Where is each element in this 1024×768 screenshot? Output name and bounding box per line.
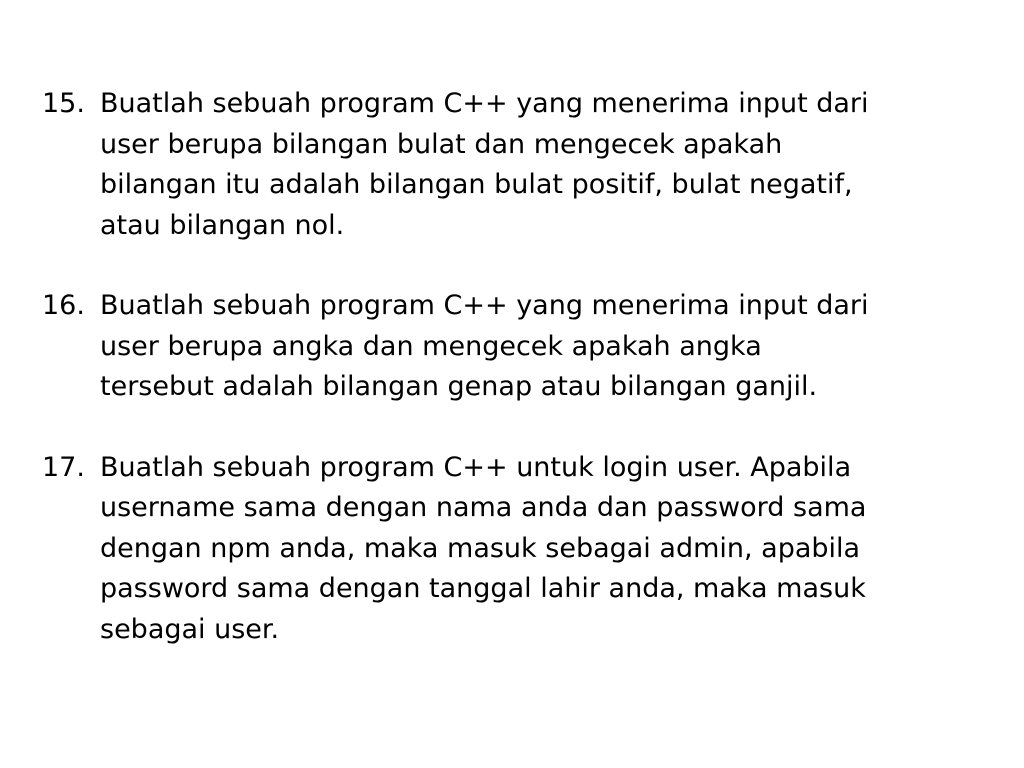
task-line: sebagai user. — [100, 613, 280, 645]
task-line: Buatlah sebuah program C++ untuk login user. Apabila — [100, 451, 852, 483]
task-item-16 — [42, 286, 1002, 408]
task-item-15 — [42, 84, 1002, 246]
task-line: user berupa angka dan mengecek apakah angka — [100, 330, 762, 362]
task-line: password sama dengan tanggal lahir anda, maka masuk — [100, 573, 866, 604]
task-number: 15. — [42, 88, 85, 119]
task-line: username sama dengan nama anda dan password sama — [100, 492, 867, 523]
task-line: dengan npm anda, maka masuk sebagai admin, apabila — [100, 532, 861, 564]
task-number: 17. — [42, 451, 85, 483]
task-list — [42, 84, 1002, 650]
task-number: 16. — [42, 290, 85, 321]
task-text — [100, 84, 1002, 246]
task-text — [100, 448, 1002, 651]
task-line: Buatlah sebuah program C++ yang menerima input dari — [100, 88, 869, 119]
task-item-17 — [42, 448, 1002, 651]
task-line: Buatlah sebuah program C++ yang menerima input dari — [100, 290, 869, 321]
task-line: tersebut adalah bilangan genap atau bilangan ganjil. — [100, 371, 818, 402]
task-line: user berupa bilangan bulat dan mengecek apakah — [100, 128, 783, 160]
task-line: atau bilangan nol. — [100, 209, 345, 241]
task-line: bilangan itu adalah bilangan bulat positif, bulat negatif, — [100, 169, 853, 200]
task-text — [100, 286, 1002, 408]
